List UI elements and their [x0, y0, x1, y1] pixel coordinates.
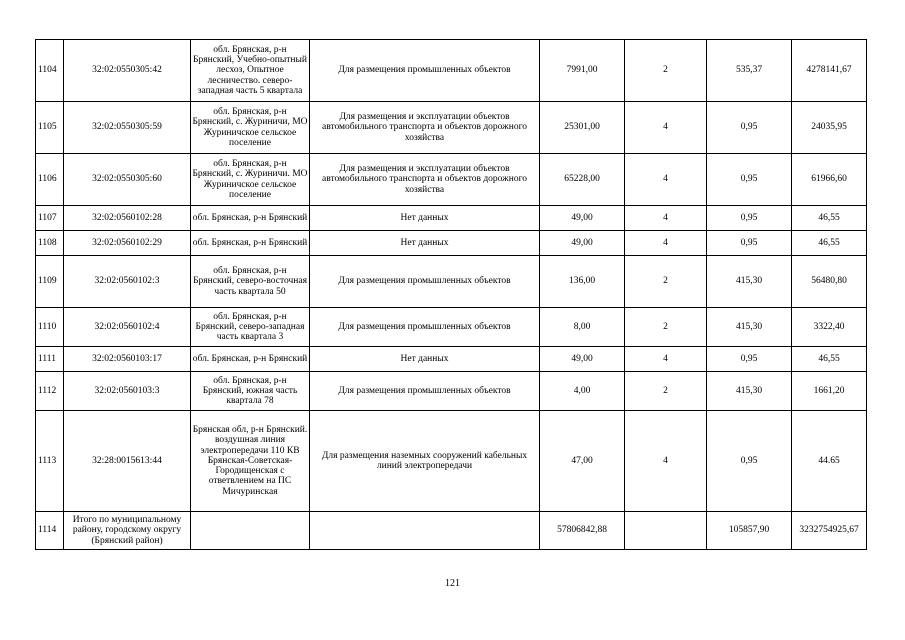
rate: 0,95	[707, 154, 792, 206]
row-number: 1108	[36, 231, 64, 256]
rate: 0,95	[707, 411, 792, 512]
address: обл. Брянская, р-н Брянский, северо-западная часть квартала 3	[191, 308, 310, 347]
group: 4	[625, 231, 707, 256]
value: 1661,20	[792, 372, 867, 411]
cadastral-number: 32:02:0550305:60	[64, 154, 191, 206]
row-number: 1109	[36, 256, 64, 308]
cadastral-number: 32:02:0550305:42	[64, 40, 191, 102]
rate: 0,95	[707, 102, 792, 154]
permitted-use: Для размещения промышленных объектов	[310, 308, 540, 347]
cadastral-number: 32:28:0015613:44	[64, 411, 191, 512]
row-number: 1114	[36, 512, 64, 550]
land-register-table	[35, 39, 867, 550]
value: 46,55	[792, 347, 867, 372]
rate: 415,30	[707, 256, 792, 308]
table-row	[36, 231, 867, 256]
permitted-use: Для размещения промышленных объектов	[310, 40, 540, 102]
table-row	[36, 308, 867, 347]
empty-cell	[191, 512, 310, 550]
permitted-use: Для размещения и эксплуатации объектов автомобильного транспорта и объектов дорожного хозяйства	[310, 154, 540, 206]
page-number: 121	[445, 578, 460, 589]
group: 4	[625, 102, 707, 154]
address: обл. Брянская, р-н Брянский, с. Журиничи. МО Журиничское сельское поселение	[191, 154, 310, 206]
row-number: 1111	[36, 347, 64, 372]
area: 7991,00	[540, 40, 625, 102]
total-area: 57806842,88	[540, 512, 625, 550]
table-row	[36, 347, 867, 372]
table-row	[36, 154, 867, 206]
address: обл. Брянская, р-н Брянский	[191, 347, 310, 372]
table-row	[36, 102, 867, 154]
row-number: 1104	[36, 40, 64, 102]
area: 8,00	[540, 308, 625, 347]
permitted-use: Для размещения промышленных объектов	[310, 256, 540, 308]
value: 46,55	[792, 231, 867, 256]
area: 136,00	[540, 256, 625, 308]
cadastral-number: 32:02:0560102:29	[64, 231, 191, 256]
address: Брянская обл, р-н Брянский. воздушная линия электропередачи 110 КВ Брянская-Советская-Городищенская с ответвлением на ПС Мичуринская	[191, 411, 310, 512]
area: 47,00	[540, 411, 625, 512]
value: 56480,80	[792, 256, 867, 308]
group: 4	[625, 411, 707, 512]
total-label: Итого по муниципальному району, городскому округу (Брянский район)	[64, 512, 191, 550]
rate: 535,37	[707, 40, 792, 102]
table-row	[36, 372, 867, 411]
rate: 415,30	[707, 308, 792, 347]
row-number: 1106	[36, 154, 64, 206]
empty-cell	[310, 512, 540, 550]
area: 4,00	[540, 372, 625, 411]
group: 2	[625, 308, 707, 347]
area: 49,00	[540, 347, 625, 372]
row-number: 1112	[36, 372, 64, 411]
address: обл. Брянская, р-н Брянский, Учебно-опытный лесхоз, Опытное лесничество. северо-западная часть 5 квартала	[191, 40, 310, 102]
table-row	[36, 256, 867, 308]
permitted-use: Нет данных	[310, 206, 540, 231]
permitted-use: Нет данных	[310, 231, 540, 256]
row-number: 1105	[36, 102, 64, 154]
area: 49,00	[540, 206, 625, 231]
value: 44.65	[792, 411, 867, 512]
cadastral-number: 32:02:0560103:3	[64, 372, 191, 411]
area: 65228,00	[540, 154, 625, 206]
total-row	[36, 512, 867, 550]
row-number: 1107	[36, 206, 64, 231]
permitted-use: Для размещения наземных сооружений кабельных линий электропередачи	[310, 411, 540, 512]
permitted-use: Для размещения промышленных объектов	[310, 372, 540, 411]
table-row	[36, 40, 867, 102]
group: 4	[625, 347, 707, 372]
empty-cell	[625, 512, 707, 550]
total-rate: 105857,90	[707, 512, 792, 550]
group: 4	[625, 206, 707, 231]
group: 2	[625, 372, 707, 411]
rate: 415,30	[707, 372, 792, 411]
value: 4278141,67	[792, 40, 867, 102]
total-value: 3232754925,67	[792, 512, 867, 550]
permitted-use: Для размещения и эксплуатации объектов автомобильного транспорта и объектов дорожного хозяйства	[310, 102, 540, 154]
rate: 0,95	[707, 231, 792, 256]
value: 3322,40	[792, 308, 867, 347]
value: 61966,60	[792, 154, 867, 206]
area: 25301,00	[540, 102, 625, 154]
address: обл. Брянская, р-н Брянский, южная часть квартала 78	[191, 372, 310, 411]
row-number: 1110	[36, 308, 64, 347]
area: 49,00	[540, 231, 625, 256]
permitted-use: Нет данных	[310, 347, 540, 372]
cadastral-number: 32:02:0560102:3	[64, 256, 191, 308]
address: обл. Брянская, р-н Брянский, северо-восточная часть квартала 50	[191, 256, 310, 308]
rate: 0,95	[707, 347, 792, 372]
cadastral-number: 32:02:0560103:17	[64, 347, 191, 372]
cadastral-number: 32:02:0550305:59	[64, 102, 191, 154]
group: 4	[625, 154, 707, 206]
value: 46,55	[792, 206, 867, 231]
table-row	[36, 411, 867, 512]
table-row	[36, 206, 867, 231]
row-number: 1113	[36, 411, 64, 512]
cadastral-number: 32:02:0560102:28	[64, 206, 191, 231]
address: обл. Брянская, р-н Брянский, с. Журиничи, МО Журиничское сельское поселение	[191, 102, 310, 154]
cadastral-number: 32:02:0560102:4	[64, 308, 191, 347]
group: 2	[625, 256, 707, 308]
address: обл. Брянская, р-н Брянский	[191, 206, 310, 231]
value: 24035,95	[792, 102, 867, 154]
rate: 0,95	[707, 206, 792, 231]
group: 2	[625, 40, 707, 102]
address: обл. Брянская, р-н Брянский	[191, 231, 310, 256]
